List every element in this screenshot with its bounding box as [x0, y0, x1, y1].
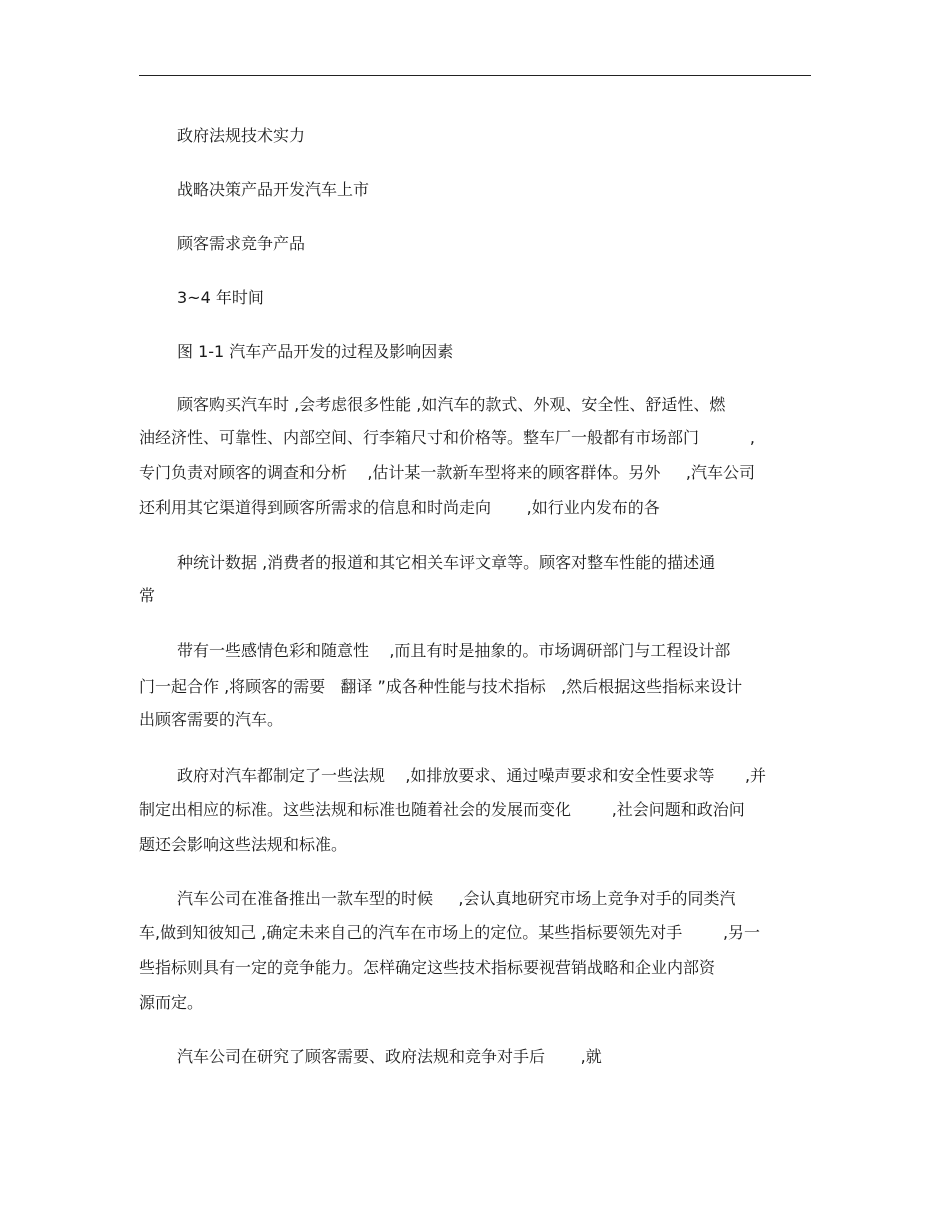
paragraph-line: 些指标则具有一定的竞争能力。怎样确定这些技术指标要视营销战略和企业内部资: [139, 958, 716, 977]
paragraph-line: 政府对汽车都制定了一些法规 ,如排放要求、通过噪声要求和安全性要求等 ,并: [177, 766, 767, 785]
header-rule: [139, 75, 811, 76]
paragraph-line: 种统计数据 ,消费者的报道和其它相关车评文章等。顾客对整车性能的描述通: [177, 553, 716, 572]
paragraph-line: 制定出相应的标准。这些法规和标准也随着社会的发展而变化 ,社会问题和政治问: [139, 800, 745, 819]
paragraph-line: 专门负责对顾客的调查和分析 ,估计某一款新车型将来的顾客群体。另外 ,汽车公司: [139, 463, 755, 482]
figure-caption: 图 1-1 汽车产品开发的过程及影响因素: [177, 342, 454, 361]
figure-label: 3~4 年时间: [177, 288, 264, 307]
paragraph-line: 门一起合作 ,将顾客的需要 翻译 ”成各种性能与技术指标 ,然后根据这些指标来设计: [139, 677, 743, 696]
figure-label: 战略决策产品开发汽车上市: [177, 180, 370, 199]
paragraph-line: 出顾客需要的汽车。: [139, 710, 284, 729]
paragraph-line: 源而定。: [139, 993, 204, 1012]
paragraph-line: 还利用其它渠道得到顾客所需求的信息和时尚走向 ,如行业内发布的各: [139, 498, 660, 517]
paragraph-line: 题还会影响这些法规和标准。: [139, 835, 348, 854]
paragraph-line: 顾客购买汽车时 ,会考虑很多性能 ,如汽车的款式、外观、安全性、舒适性、燃: [177, 395, 726, 414]
paragraph-line: 汽车公司在研究了顾客需要、政府法规和竞争对手后 ,就: [177, 1047, 602, 1066]
figure-label: 政府法规技术实力: [177, 126, 306, 145]
paragraph-line: 常: [139, 586, 156, 605]
paragraph-line: 油经济性、可靠性、内部空间、行李箱尺寸和价格等。整车厂一般都有市场部门 ,: [139, 428, 755, 447]
figure-label: 顾客需求竞争产品: [177, 234, 306, 253]
paragraph-line: 车,做到知彼知己 ,确定未来自己的汽车在市场上的定位。某些指标要领先对手 ,另一: [139, 923, 761, 942]
paragraph-line: 带有一些感情色彩和随意性 ,而且有时是抽象的。市场调研部门与工程设计部: [177, 641, 731, 660]
paragraph-line: 汽车公司在准备推出一款车型的时候 ,会认真地研究市场上竞争对手的同类汽: [177, 889, 736, 908]
